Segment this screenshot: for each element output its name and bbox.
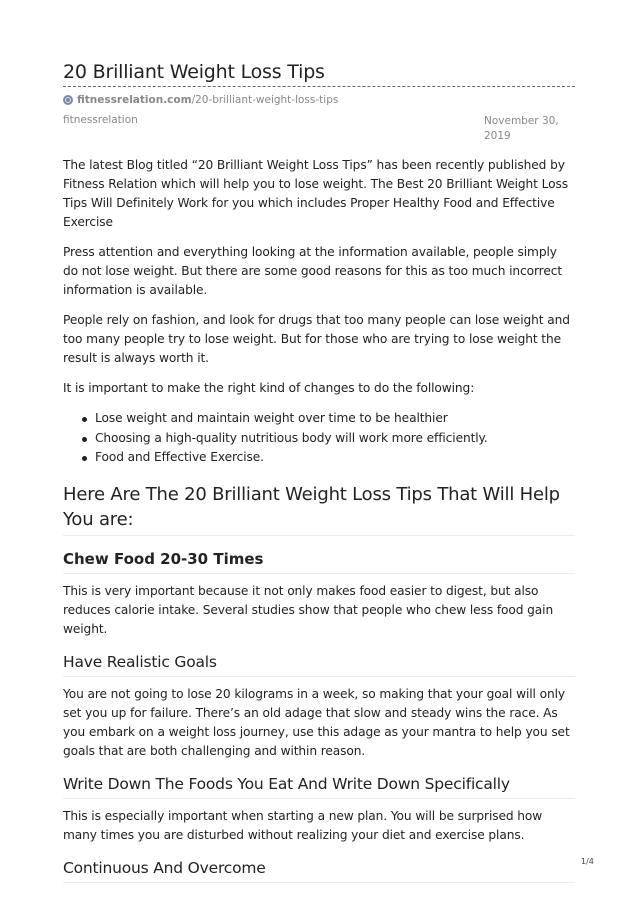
section-heading: Chew Food 20-30 Times (63, 548, 575, 574)
section-heading: Have Realistic Goals (63, 651, 575, 677)
list-item: Choosing a high-quality nutritious body will work more efficiently. (95, 429, 575, 449)
section-heading: Continuous And Overcome (63, 857, 575, 883)
bullet-list (63, 409, 575, 468)
article-body (63, 156, 575, 891)
article-title: 20 Brilliant Weight Loss Tips (63, 61, 325, 83)
author-name: fitnessrelation (63, 114, 138, 126)
paragraph: It is important to make the right kind of changes to do the following: (63, 381, 475, 395)
source-path: /20-brilliant-weight-loss-tips (191, 94, 339, 106)
paragraph: People rely on fashion, and look for drugs that too many people can lose weight and too many people try to lose weight. But for those who are trying to lose weight the result is always worth it. (63, 313, 570, 365)
source-link[interactable] (63, 93, 338, 107)
paragraph: The latest Blog titled “20 Brilliant Weight Loss Tips” has been recently published by Fitness Relation which will help you to lose weight. The Best 20 Brilliant Weight Loss Tips Will Definitely Work for you which includes Proper Healthy Food and Effective Exercise (63, 158, 568, 229)
paragraph: Press attention and everything looking at the information available, people simply do not lose weight. But there are some good reasons for this as too much incorrect information is available. (63, 245, 562, 297)
section-text: This is very important because it not only makes food easier to digest, but also reduces calorie intake. Several studies show that people who chew less food gain weight. (63, 583, 554, 636)
globe-icon (63, 95, 73, 105)
section-text: This is especially important when starting a new plan. You will be surprised how many times you are disturbed without realizing your diet and exercise plans. (63, 808, 543, 842)
title-divider (63, 86, 575, 87)
page-number: 1/4 (581, 857, 594, 866)
main-heading: Here Are The 20 Brilliant Weight Loss Tips That Will Help You are: (63, 482, 575, 536)
source-domain: fitnessrelation.com (77, 94, 192, 106)
publish-date: November 30, 2019 (484, 115, 559, 142)
list-item: Lose weight and maintain weight over time to be healthier (95, 409, 575, 429)
list-item: Food and Effective Exercise. (95, 448, 575, 468)
section-heading: Write Down The Foods You Eat And Write Down Specifically (63, 773, 575, 799)
section-text: You are not going to lose 20 kilograms in a week, so making that your goal will only set you up for failure. There’s an old adage that slow and steady wins the race. As you embark on a weight loss journey, use this adage as your mantra to help you set goals that are both challenging and within reason. (63, 686, 570, 758)
